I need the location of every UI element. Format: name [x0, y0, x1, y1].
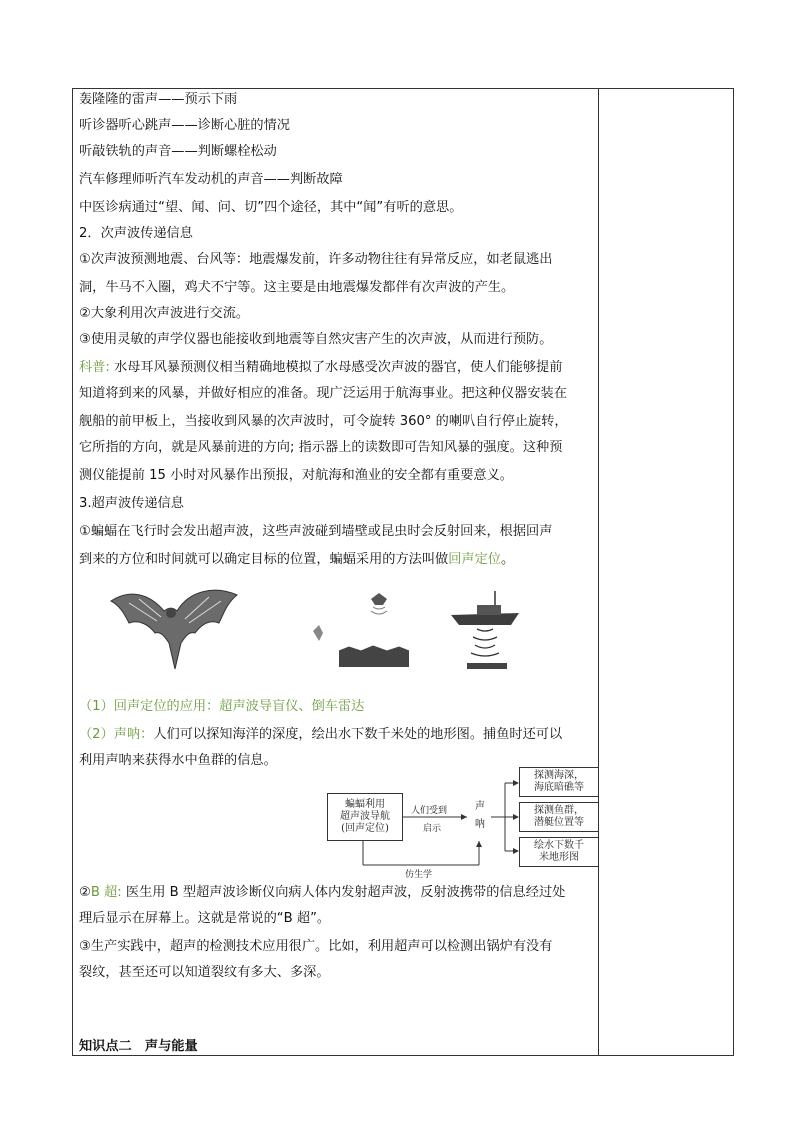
section-heading: 3.超声波传递信息 [79, 496, 184, 511]
science-para-line: 测仪能提前 15 小时对风暴作出预报，对航海和渔业的安全都有重要意义。 [79, 468, 513, 483]
result-box: 探测海深， 海底暗礁等 [519, 767, 599, 797]
text-line: ①蝙蝠在飞行时会发出超声波，这些声波碰到墙壁或昆虫时会反射回来，根据回声 [79, 524, 553, 539]
result-box: 探测鱼群， 潜艇位置等 [519, 802, 599, 832]
bat-image [109, 581, 239, 671]
text-line: 听敲铁轨的声音——判断螺栓松动 [79, 144, 277, 159]
text-line: ①次声波预测地震、台风等：地震爆发前，许多动物往往有异常反应，如老鼠逃出 [79, 252, 553, 267]
text-line: 听诊器听心跳声——诊断心脏的情况 [79, 118, 290, 133]
text-line: ③生产实践中，超声的检测技术应用很广。比如，利用超声可以检测出锅炉有没有 [79, 939, 553, 954]
knowledge-point-title: 知识点二 声与能量 [79, 1039, 198, 1054]
arrow-label-top: 人们受到 [411, 806, 448, 816]
result-box: 绘水下数千 米地形图 [519, 837, 599, 867]
text-line: 轰隆隆的雷声——预示下雨 [79, 92, 238, 107]
science-label: 科普: [79, 360, 110, 375]
text-line: 中医诊病通过“望、闻、问、切”四个途径，其中“闻”有听的意思。 [79, 200, 463, 215]
sonar-line: （2）声呐：人们可以探知海洋的深度，绘出水下数千米处的地形图。捕鱼时还可以 [79, 727, 563, 742]
text-line: 利用声呐来获得水中鱼群的信息。 [79, 753, 277, 768]
b-ultrasound-label: B 超: [90, 885, 122, 900]
text-line: 汽车修理师听汽车发动机的声音——判断故障 [79, 172, 343, 187]
text-line: 裂纹，甚至还可以知道裂纹有多大、多深。 [79, 965, 330, 980]
echo-application: （1）回声定位的应用：超声波导盲仪、倒车雷达 [79, 699, 365, 714]
science-para-line: 科普: 水母耳风暴预测仪相当精确地模拟了水母感受次声波的器官，使人们能够提前 [79, 360, 563, 375]
text-line: 到来的方位和时间就可以确定目标的位置，蝙蝠采用的方法叫做回声定位。 [79, 552, 515, 567]
arrow-label-bottom: 启示 [423, 824, 442, 834]
sonar-box: 声 呐 [469, 793, 491, 841]
text-line: 理后显示在屏幕上。这就是常说的“B 超”。 [79, 911, 331, 926]
bionics-label: 仿生学 [405, 870, 433, 880]
echo-location-term: 回声定位 [448, 552, 501, 567]
science-para-line: 知道将到来的风暴，并做好相应的准备。现广泛运用于航海事业。把这种仪器安装在 [79, 386, 567, 401]
text-line: ③使用灵敏的声学仪器也能接收到地震等自然灾害产生的次声波，从而进行预防。 [79, 332, 553, 347]
section-heading: 2．次声波传递信息 [79, 226, 193, 241]
bat-echo-image [309, 589, 419, 669]
science-para-line: 它所指的方向，就是风暴前进的方向; 指示器上的读数即可告知风暴的强度。这种预 [79, 440, 563, 455]
ship-sonar-image [447, 589, 527, 674]
text-line: 洞，牛马不入圈，鸡犬不宁等。这主要是由地震爆发都伴有次声波的产生。 [79, 280, 515, 295]
b-ultrasound-line: ②B 超: 医生用 B 型超声波诊断仪向病人体内发射超声波，反射波携带的信息经过处 [79, 885, 566, 900]
column-divider [598, 89, 599, 1055]
bat-navigation-box: 蝙蝠利用 超声波导航 (回声定位) [327, 793, 403, 841]
lesson-table [72, 88, 734, 1056]
sonar-flow-diagram [327, 765, 603, 880]
text-line: ②大象利用次声波进行交流。 [79, 306, 250, 321]
science-para-line: 舰船的前甲板上，当接收到风暴的次声波时，可令旋转 360° 的喇叭自行停止旋转， [79, 414, 568, 429]
sonar-label: 声呐： [113, 727, 154, 742]
